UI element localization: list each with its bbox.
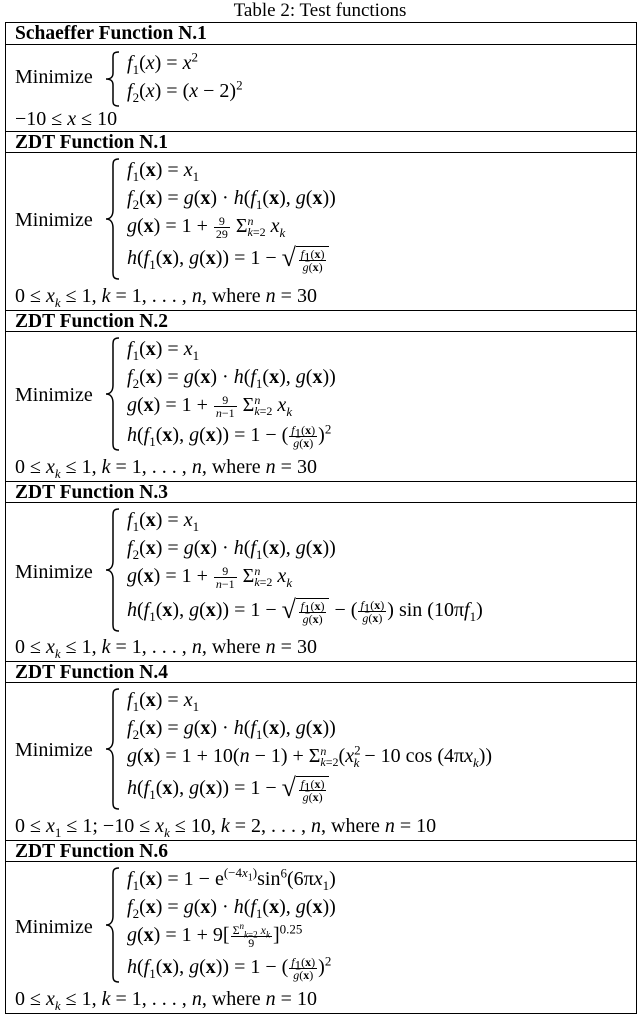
minimize-label: Minimize [15,384,93,406]
section-title-zdt6: ZDT Function N.6 [6,840,636,862]
section-body-zdt6 [6,863,636,1013]
section-title-zdt3: ZDT Function N.3 [6,481,636,503]
table-caption: Table 2: Test functions [233,0,407,21]
equation: $f_1(x) = x_1$ [127,689,200,714]
equation: $f_1(x) = x^2$ [127,49,198,77]
minimize-label: Minimize [15,561,93,583]
equation: g(x) = 1 + $\frac{9}{n-1}$ Σn k=2 $x_k$ [127,563,293,591]
equation: $f_1(x) = x_1$ [127,159,200,184]
equation: $h(f_1(x)$, g(x)) = 1 − √ $\frac{f_1(x)}{g(x)}$ − ( $\frac{f_1(x)}{g(x)}$ ) $\sin (10\pi f_1)$ [127,595,483,626]
section-title-zdt1: ZDT Function N.1 [6,131,636,153]
equation: $f_2(x) = g(x) \cdot h(f_1(x)$, g(x)) [127,717,336,742]
equation: $h(f_1(x)$, g(x)) = 1 − √ $\frac{f_1(x)}{g(x)}$ [127,246,329,273]
domain-condition: $0 \le x_k \le 1$, k = 1, . . . , n, where n = 10 [15,988,317,1013]
minimize-label: Minimize [15,916,93,938]
equation: $f_1(x) = x_1$ [127,509,200,534]
test-functions-table [5,22,637,1014]
left-brace [104,337,122,451]
equation: $f_2(x) = g(x) \cdot h(f_1(x)$, g(x)) [127,537,336,562]
section-body-zdt1 [6,154,636,310]
equation: g(x) = 1 + $\frac{9}{n-1}$ Σn k=2 $x_k$ [127,392,293,420]
equation: $h(f_1(x)$, g(x)) = 1 − √ $\frac{f_1(x)}{g(x)}$ [127,776,329,803]
left-brace [104,688,122,810]
section-title-zdt2: ZDT Function N.2 [6,310,636,332]
equation: $f_2(x) = g(x) \cdot h(f_1(x)$, g(x)) [127,187,336,212]
domain-condition: $0 \le x_k \le 1$, k = 1, . . . , n, where n = 30 [15,285,317,310]
section-body-zdt2 [6,333,636,481]
equation: g(x) = 1 + 9[ $\frac{\Sigma^n_{k=2} x_k}{9}$ ]$^{0.25}$ [127,920,303,950]
minimize-label: Minimize [15,739,93,761]
equation: $f_2(x) = g(x) \cdot h(f_1(x)$, g(x)) [127,366,336,391]
equation: $f_1(x) = 1 - e^{(-4x_1)}\sin^6(6\pi x_1)$ [127,865,336,893]
equation: $f_2(x) = g(x) \cdot h(f_1(x)$, g(x)) [127,896,336,921]
domain-condition: $0 \le x_k \le 1$, k = 1, . . . , n, where n = 30 [15,456,317,481]
equation: $f_2(x) = (x - 2)^2$ [127,77,243,105]
left-brace [104,51,122,107]
equation: g(x) = 1 + $\frac{9}{29}$ Σn k=2 $x_k$ [127,213,286,241]
left-brace [104,158,122,280]
left-brace [104,508,122,632]
section-body-schaeffer [6,45,636,131]
section-title-zdt4: ZDT Function N.4 [6,661,636,683]
section-title-schaeffer: Schaeffer Function N.1 [6,23,636,45]
domain-condition: $0 \le x_1 \le 1$; $-10 \le x_k \le 10$, k = 2, . . . , n, where n = 10 [15,815,437,840]
section-body-zdt3 [6,504,636,661]
equation: g(x) = 1 + 10(n − 1) + Σn $k=2(x^2_k - 10$ $\cos (4\pi x_k)$) [127,742,493,770]
left-brace [104,867,122,983]
minimize-label: Minimize [15,66,93,88]
domain-condition: $0 \le x_k \le 1$, k = 1, . . . , n, where n = 30 [15,636,317,661]
domain-condition: −10 ≤ x ≤ 10 [15,108,118,130]
equation: $f_1(x) = x_1$ [127,338,200,363]
minimize-label: Minimize [15,209,93,231]
equation: $h(f_1(x)$, g(x)) = 1 − ( $\frac{f_1(x)}{g(x)}$ )$^2$ [127,421,332,450]
section-body-zdt4 [6,684,636,840]
equation: $h(f_1(x)$, g(x)) = 1 − ( $\frac{f_1(x)}{g(x)}$ )$^2$ [127,953,332,982]
